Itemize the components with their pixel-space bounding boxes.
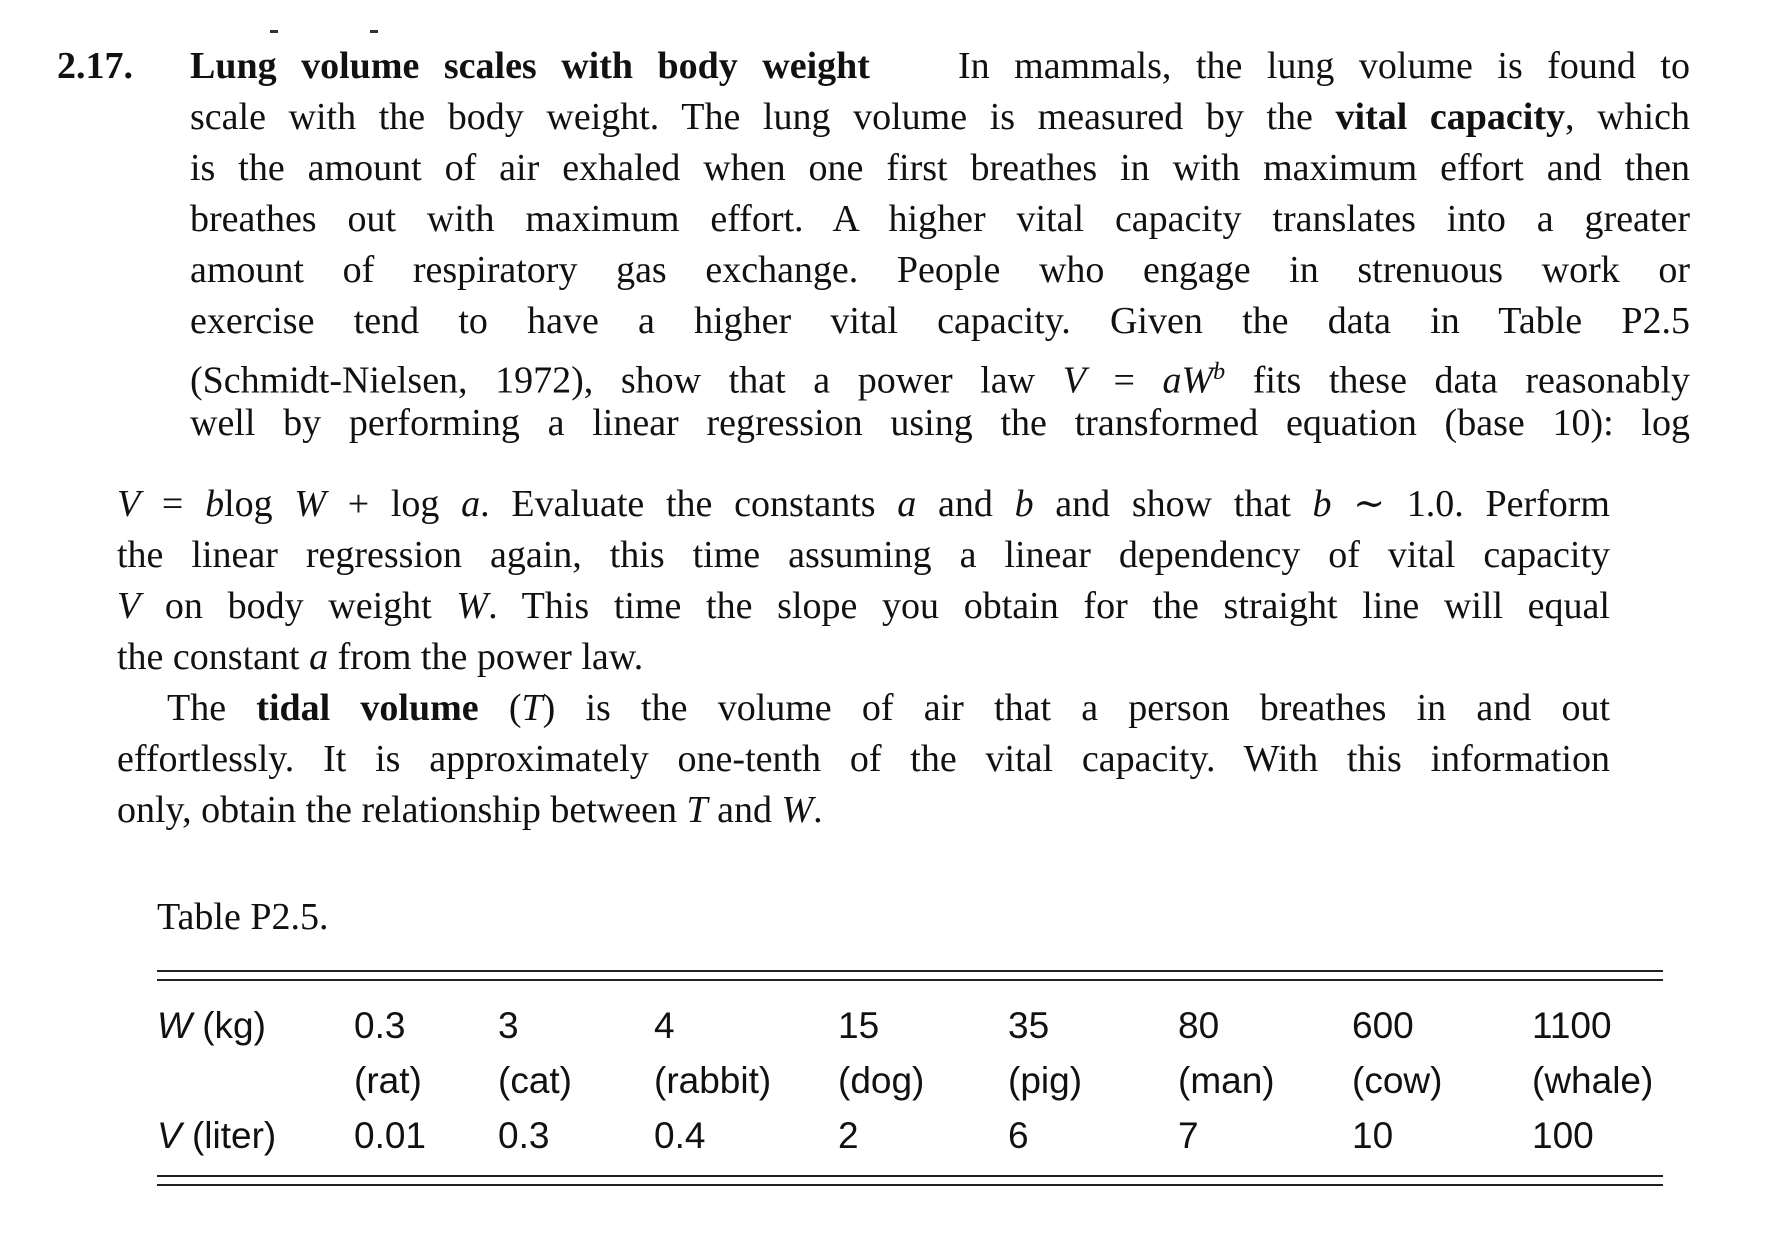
v-value-2: 0.3 [498,1115,550,1156]
text-line-9: V = blog W + log a. Evaluate the constants a and b and show that b ∼ 1.0. Perform [117,483,1610,525]
text-line-13: The tidal volume (T) is the volume of air that a person breathes in and out [167,687,1611,729]
animal-3: (rabbit) [654,1060,772,1101]
v-value-6: 7 [1178,1115,1199,1156]
text-line-8: well by performing a linear regression using the transformed equation (base 10): log [190,402,1690,444]
text-line-2: scale with the body weight. The lung volume is measured by the vital capacity, which [190,96,1690,138]
w-value-5: 35 [1008,1005,1050,1046]
text-line-1: Lung volume scales with body weight In mammals, the lung volume is found to [190,45,1690,87]
table-top-rule-2 [157,979,1663,981]
w-value-6: 80 [1178,1005,1220,1046]
problem-title: Lung volume scales with body weight [190,45,870,87]
text-line-14: effortlessly. It is approximately one-tenth of the vital capacity. With this information [117,738,1610,780]
w-value-3: 4 [654,1005,675,1046]
v-value-5: 6 [1008,1115,1029,1156]
row-v-label: V (liter) [157,1115,277,1156]
animal-7: (cow) [1352,1060,1443,1101]
text-line-4: breathes out with maximum effort. A higher vital capacity translates into a greater [190,198,1690,240]
text-line-7: (Schmidt-Nielsen, 1972), show that a power law $V = aW^b$ fits these data reasonably [190,359,1690,402]
term-tidal-volume: tidal volume [256,687,479,729]
v-value-1: 0.01 [354,1115,427,1156]
problem-number: 2.17. [57,45,133,87]
w-value-2: 3 [498,1005,519,1046]
table-bottom-rule-2 [157,1184,1663,1186]
v-value-7: 10 [1352,1115,1394,1156]
w-value-7: 600 [1352,1005,1414,1046]
w-value-4: 15 [838,1005,880,1046]
v-value-4: 2 [838,1115,859,1156]
text-line-12: the constant a from the power law. [117,636,644,678]
animal-8: (whale) [1532,1060,1654,1101]
term-vital-capacity: vital capacity [1335,96,1565,138]
text-line-6: exercise tend to have a higher vital capacity. Given the data in Table P2.5 [190,300,1690,342]
row-w-label: W (kg) [157,1005,266,1046]
animal-1: (rat) [354,1060,422,1101]
top-mark-right [370,30,378,33]
animal-6: (man) [1178,1060,1275,1101]
animal-4: (dog) [838,1060,925,1101]
table-bottom-rule-1 [157,1175,1663,1177]
w-value-1: 0.3 [354,1005,406,1046]
table-top-rule-1 [157,970,1663,972]
w-value-8: 1100 [1532,1005,1612,1046]
animal-2: (cat) [498,1060,572,1101]
text-line-15: only, obtain the relationship between T and W. [117,789,823,831]
text-line-10: the linear regression again, this time assuming a linear dependency of vital capacity [117,534,1610,576]
text-line-11: V on body weight W. This time the slope you obtain for the straight line will equal [117,585,1610,627]
v-value-8: 100 [1532,1115,1594,1156]
table-caption: Table P2.5. [157,896,329,938]
text-line-5: amount of respiratory gas exchange. People who engage in strenuous work or [190,249,1690,291]
top-mark-left [270,30,278,33]
v-value-3: 0.4 [654,1115,706,1156]
animal-5: (pig) [1008,1060,1083,1101]
text-line-3: is the amount of air exhaled when one first breathes in with maximum effort and then [190,147,1690,189]
